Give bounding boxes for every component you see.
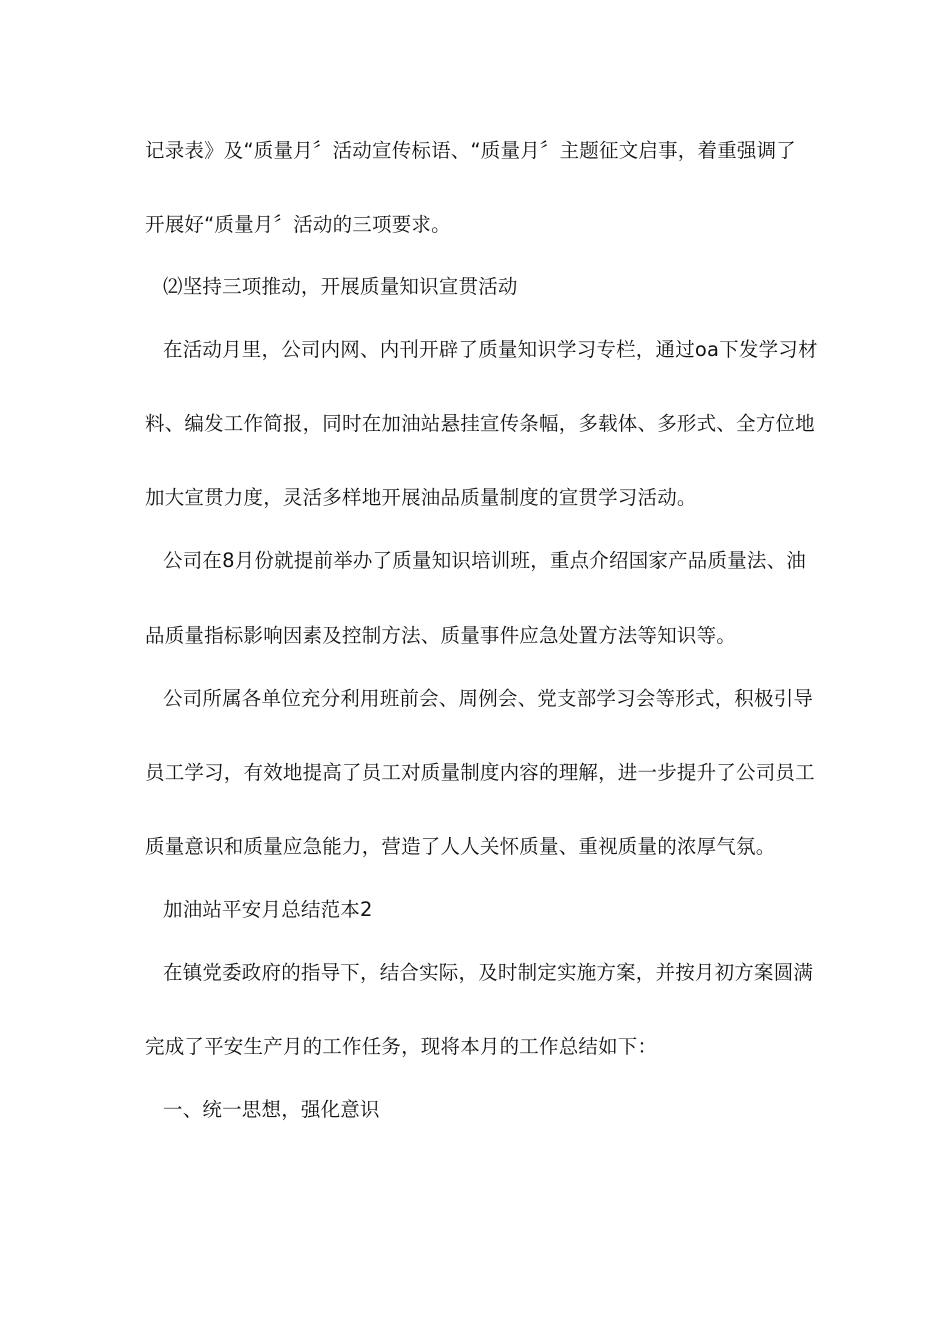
text-line: 料、编发工作简报，同时在加油站悬挂宣传条幅，多载体、多形式、全方位地 (145, 412, 815, 435)
section-heading: ⑵坚持三项推动，开展质量知识宣贯活动 (163, 275, 518, 298)
text-line: 记录表》及“质量月〞活动宣传标语、“质量月〞主题征文启事，着重强调了 (145, 139, 797, 162)
paragraph-start: 公司在8月份就提前举办了质量知识培训班，重点介绍国家产品质量法、油 (163, 549, 807, 572)
text-line: 完成了平安生产月的工作任务，现将本月的工作总结如下： (145, 1035, 658, 1058)
section-heading: 一、统一思想，强化意识 (163, 1098, 380, 1121)
paragraph-start: 公司所属各单位充分利用班前会、周例会、党支部学习会等形式，积极引导 (163, 687, 814, 710)
text-line: 员工学习，有效地提高了员工对质量制度内容的理解，进一步提升了公司员工 (145, 761, 815, 784)
paragraph-start: 在活动月里，公司内网、内刊开辟了质量知识学习专栏，通过oa下发学习材 (163, 338, 818, 361)
text-line: 质量意识和质量应急能力，营造了人人关怀质量、重视质量的浓厚气氛。 (145, 835, 776, 858)
text-line: 品质量指标影响因素及控制方法、质量事件应急处置方法等知识等。 (145, 624, 737, 647)
document-title: 加油站平安月总结范本2 (163, 898, 373, 921)
text-line: 加大宣贯力度，灵活多样地开展油品质量制度的宣贯学习活动。 (145, 486, 697, 509)
paragraph-start: 在镇党委政府的指导下，结合实际，及时制定实施方案，并按月初方案圆满 (163, 961, 814, 984)
text-line: 开展好“质量月〞活动的三项要求。 (145, 213, 451, 236)
